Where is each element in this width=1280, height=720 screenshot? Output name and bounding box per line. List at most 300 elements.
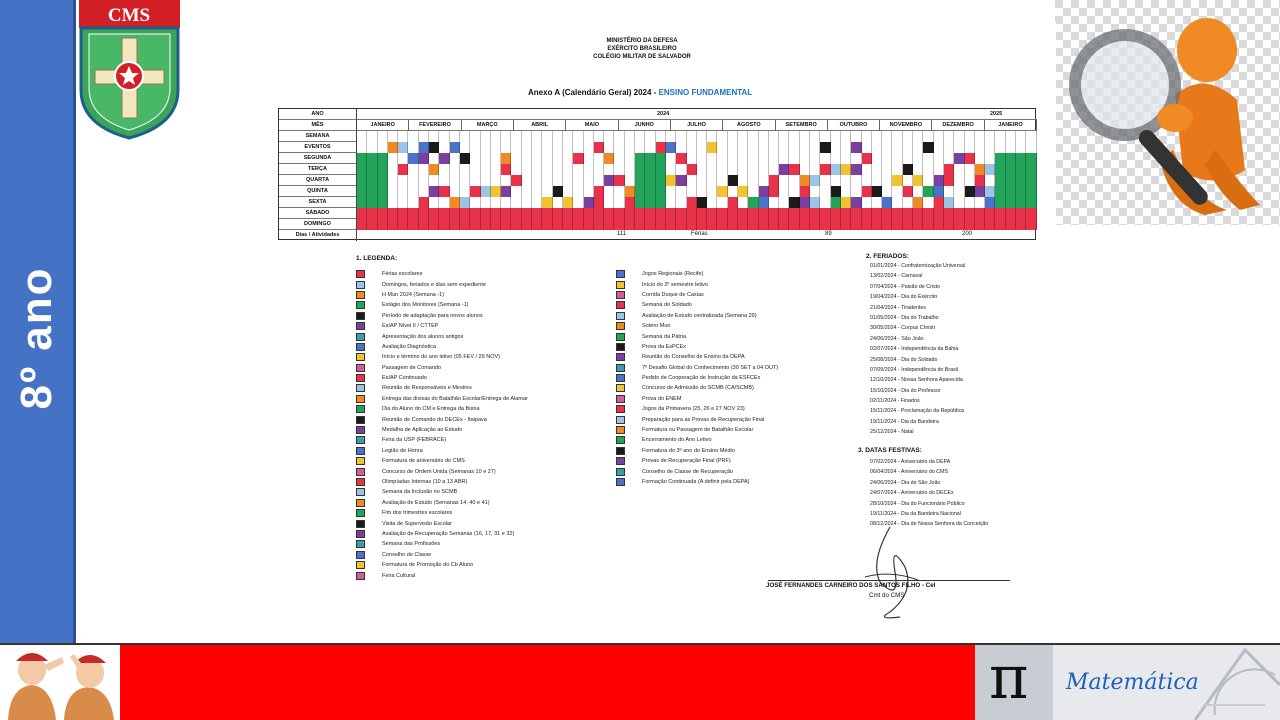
calendar-cell: [439, 186, 449, 197]
list-item-text: Reunião de Comando do DECEx - Itaipava: [382, 416, 487, 423]
list-item: [870, 273, 965, 283]
calendar-cell: [965, 142, 975, 153]
calendar-cell: [687, 131, 697, 142]
calendar-cell: [789, 153, 799, 164]
calendar-cell: [944, 175, 954, 186]
calendar-cell: [666, 142, 676, 153]
list-item: [616, 435, 778, 445]
calendar-cell: [882, 153, 892, 164]
calendar-cell: [965, 197, 975, 208]
list-item-text: 07/09/2024 - Independência do Brasil: [870, 366, 959, 373]
calendar-cell: [645, 131, 655, 142]
calendar-cell: [604, 208, 614, 219]
calendar-cell: [511, 219, 521, 230]
list-item: [870, 501, 988, 511]
legend-swatch-icon: [356, 561, 365, 569]
calendar-cell: [759, 208, 769, 219]
calendar-cell: [419, 186, 429, 197]
calendar-cell: [892, 175, 902, 186]
calendar-cell: [656, 131, 666, 142]
calendar-cell: [563, 153, 573, 164]
legend-list-right: [616, 269, 778, 487]
calendar-cell: [460, 164, 470, 175]
calendar-cell: [738, 142, 748, 153]
calendar-cell: [892, 142, 902, 153]
list-item: [356, 508, 528, 518]
list-item: [616, 311, 778, 321]
calendar-cell: [563, 164, 573, 175]
list-item: [356, 300, 528, 310]
list-item-text: 15/10/2024 - Dia do Professor: [870, 387, 941, 394]
calendar-cell: [975, 164, 985, 175]
signature-line: [768, 580, 1010, 581]
list-item-text: 07/04/2024 - Paixão de Cristo: [870, 283, 941, 290]
calendar-cell: [707, 142, 717, 153]
legend-swatch-icon: [356, 291, 365, 299]
legend-swatch-icon: [356, 468, 365, 476]
calendar-cell: [439, 164, 449, 175]
calendar-cell: [820, 153, 830, 164]
calendar-cell: [882, 186, 892, 197]
calendar-cell: [367, 197, 377, 208]
calendar-cell: [532, 219, 542, 230]
calendar-cell: [738, 186, 748, 197]
calendar-cell: [645, 197, 655, 208]
list-item: [616, 290, 778, 300]
calendar-cell: [934, 219, 944, 230]
row-label: Dias / Atividades: [279, 230, 357, 241]
list-item: [356, 435, 528, 445]
legend-swatch-icon: [356, 457, 365, 465]
calendar-cell: [687, 164, 697, 175]
calendar-cell: [666, 175, 676, 186]
month-label: JULHO: [671, 120, 723, 131]
calendar-cell: [1016, 186, 1026, 197]
calendar-cell: [481, 197, 491, 208]
calendar-cell: [862, 153, 872, 164]
list-item-text: Período de adaptação para novos alunos: [382, 312, 483, 319]
calendar-cell: [728, 142, 738, 153]
calendar-cell: [511, 197, 521, 208]
year-2024: 2024: [657, 111, 670, 117]
calendar-cell: [913, 153, 923, 164]
calendar-cell: [584, 208, 594, 219]
legend-swatch-icon: [356, 478, 365, 486]
calendar-cell: [532, 131, 542, 142]
calendar-cell: [697, 164, 707, 175]
calendar-cell: [923, 197, 933, 208]
festive-list: [870, 459, 988, 532]
calendar-cell: [491, 142, 501, 153]
calendar-cell: [841, 208, 851, 219]
list-item: [870, 408, 965, 418]
calendar-cell: [542, 131, 552, 142]
month-label: OUTUBRO: [828, 120, 880, 131]
calendar-cell: [789, 208, 799, 219]
calendar-cell: [1006, 153, 1016, 164]
list-item: [616, 414, 778, 424]
calendar-cell: [717, 175, 727, 186]
calendar-cell: [707, 186, 717, 197]
list-item-text: 19/11/2024 - Dia da Bandeira Nacional: [870, 510, 961, 517]
list-item-text: 24/06/2024 - Dia de São João: [870, 479, 941, 486]
calendar-cell: [408, 197, 418, 208]
legend-swatch-icon: [356, 540, 365, 548]
calendar-cell: [985, 219, 995, 230]
calendar-cell: [738, 175, 748, 186]
legend-swatch-icon: [616, 457, 625, 465]
calendar-cell: [779, 164, 789, 175]
row-label: TERÇA: [279, 164, 357, 175]
calendar-cell: [728, 164, 738, 175]
calendar-cell: [995, 219, 1005, 230]
calendar-cell: [841, 164, 851, 175]
calendar-cell: [501, 197, 511, 208]
list-item: [356, 363, 528, 373]
calendar-cell: [357, 208, 367, 219]
calendar-cell: [408, 208, 418, 219]
calendar-cell: [470, 197, 480, 208]
calendar-cell: [563, 131, 573, 142]
calendar-cell: [1026, 175, 1036, 186]
calendar-cell: [944, 197, 954, 208]
calendar-cell: [398, 219, 408, 230]
list-item: [870, 367, 965, 377]
calendar-month-row: [279, 120, 1037, 131]
calendar-cell: [542, 219, 552, 230]
calendar-cell: [656, 186, 666, 197]
tuesday-cells: [357, 164, 1037, 175]
list-item-text: Pedido de Cooperação de Instrução da ESFCEx: [642, 375, 761, 382]
calendar-cell: [501, 153, 511, 164]
calendar-cell: [954, 208, 964, 219]
calendar-cell: [594, 131, 604, 142]
list-item: [356, 352, 528, 362]
calendar-cell: [408, 175, 418, 186]
calendar-cell: [470, 153, 480, 164]
calendar-cell: [676, 131, 686, 142]
list-item: [616, 383, 778, 393]
calendar-cell: [656, 208, 666, 219]
calendar-cell: [388, 164, 398, 175]
calendar-cell: [378, 197, 388, 208]
list-item: [870, 398, 965, 408]
calendar-cell: [810, 208, 820, 219]
calendar-cell: [862, 164, 872, 175]
calendar-cell: [892, 219, 902, 230]
list-item-text: 24/06/2024 - São João: [870, 335, 924, 342]
calendar-cell: [419, 197, 429, 208]
calendar-cell: [985, 208, 995, 219]
doc-title-main: Anexo A (Calendário Geral) 2024 -: [528, 88, 659, 97]
calendar-cell: [481, 219, 491, 230]
month-label: NOVEMBRO: [880, 120, 932, 131]
calendar-cell: [460, 186, 470, 197]
year-2025: 2025: [990, 111, 1003, 117]
calendar-cell: [1016, 153, 1026, 164]
calendar-cell: [687, 208, 697, 219]
calendar-cell: [584, 131, 594, 142]
calendar-cell: [439, 208, 449, 219]
legend-swatch-icon: [616, 436, 625, 444]
calendar-cell: [841, 197, 851, 208]
calendar-cell: [965, 208, 975, 219]
calendar-cell: [1016, 219, 1026, 230]
list-item: [616, 300, 778, 310]
calendar-cell: [985, 142, 995, 153]
calendar-cell: [769, 153, 779, 164]
calendar-cell: [532, 153, 542, 164]
calendar-cell: [789, 131, 799, 142]
calendar-cell: [944, 186, 954, 197]
calendar-cell: [965, 175, 975, 186]
calendar-cell: [975, 219, 985, 230]
calendar-wednesday-row: [279, 175, 1037, 186]
calendar-cell: [728, 219, 738, 230]
calendar-cell: [831, 142, 841, 153]
calendar-cell: [563, 142, 573, 153]
calendar-cell: [1016, 142, 1026, 153]
calendar-cell: [748, 153, 758, 164]
calendar-cell: [800, 186, 810, 197]
calendar-cell: [923, 153, 933, 164]
list-item: [616, 446, 778, 456]
calendar-cell: [491, 186, 501, 197]
calendar-cell: [460, 142, 470, 153]
calendar-cell: [717, 153, 727, 164]
list-item: [356, 383, 528, 393]
calendar-cell: [398, 142, 408, 153]
calendar-cell: [717, 186, 727, 197]
calendar-cell: [491, 153, 501, 164]
calendar-cell: [697, 186, 707, 197]
calendar-cell: [944, 153, 954, 164]
calendar-cell: [470, 164, 480, 175]
calendar-cell: [378, 142, 388, 153]
sunday-cells: [357, 219, 1037, 230]
calendar-cell: [532, 175, 542, 186]
calendar-cell: [398, 175, 408, 186]
calendar-cell: [470, 219, 480, 230]
calendar-cell: [820, 208, 830, 219]
calendar-cell: [604, 219, 614, 230]
calendar-cell: [995, 186, 1005, 197]
calendar-cell: [491, 164, 501, 175]
calendar-cell: [841, 175, 851, 186]
calendar-cell: [625, 186, 635, 197]
legend-swatch-icon: [616, 405, 625, 413]
calendar-cell: [975, 208, 985, 219]
calendar-cell: [975, 142, 985, 153]
calendar-cell: [882, 131, 892, 142]
calendar-cell: [378, 219, 388, 230]
list-item: [356, 290, 528, 300]
calendar-cell: [470, 142, 480, 153]
calendar-cell: [450, 131, 460, 142]
calendar-cell: [542, 153, 552, 164]
calendar-cell: [789, 197, 799, 208]
calendar-cell: [831, 208, 841, 219]
calendar-cell: [1016, 164, 1026, 175]
calendar-cell: [934, 142, 944, 153]
calendar-cell: [748, 142, 758, 153]
calendar-cell: [862, 186, 872, 197]
list-item-text: Domingos, feriados e dias sem expediente: [382, 281, 486, 288]
list-item-text: 19/04/2024 - Dia do Exército: [870, 294, 938, 301]
calendar-cell: [995, 208, 1005, 219]
calendar-cell: [584, 186, 594, 197]
calendar-cell: [985, 131, 995, 142]
calendar-cell: [985, 186, 995, 197]
list-item-text: Avaliação de Estudo centralizada (Semana 29): [642, 312, 757, 319]
calendar-cell: [573, 197, 583, 208]
calendar-cell: [892, 131, 902, 142]
month-label: JANEIRO: [985, 120, 1037, 131]
calendar-cell: [995, 164, 1005, 175]
calendar-cell: [481, 131, 491, 142]
calendar-monday-row: [279, 153, 1037, 164]
calendar-cell: [563, 186, 573, 197]
legend-swatch-icon: [616, 281, 625, 289]
calendar-cell: [594, 197, 604, 208]
saluting-students-image: [0, 645, 120, 720]
calendar-cell: [923, 208, 933, 219]
calendar-cell: [408, 131, 418, 142]
calendar-cell: [707, 164, 717, 175]
calendar-cell: [995, 175, 1005, 186]
legend-swatch-icon: [356, 270, 365, 278]
calendar-cell: [820, 186, 830, 197]
list-item: [870, 305, 965, 315]
list-item-text: Concurso de Admissão do SCMB (CA/SCMB): [642, 385, 754, 392]
calendar-cell: [460, 131, 470, 142]
calendar-cell: [841, 142, 851, 153]
list-item-text: Apresentação dos alunos antigos: [382, 333, 464, 340]
week-cells: [357, 131, 1037, 142]
calendar-cell: [1026, 197, 1036, 208]
calendar-cell: [872, 131, 882, 142]
calendar-cell: [800, 164, 810, 175]
calendar-cell: [604, 186, 614, 197]
calendar-cell: [656, 142, 666, 153]
calendar-cell: [491, 219, 501, 230]
calendar-cell: [882, 197, 892, 208]
calendar-cell: [903, 208, 913, 219]
grade-title: 8º ano: [12, 266, 61, 410]
calendar-cell: [439, 197, 449, 208]
calendar-cell: [769, 131, 779, 142]
calendar-cell: [429, 131, 439, 142]
list-item: [356, 404, 528, 414]
calendar-cell: [645, 208, 655, 219]
list-item-text: Início do 2º semestre letivo: [642, 281, 708, 288]
calendar-cell: [388, 197, 398, 208]
calendar-cell: [717, 142, 727, 153]
calendar-cell: [800, 131, 810, 142]
list-item: [356, 456, 528, 466]
calendar-cell: [450, 208, 460, 219]
calendar-cell: [1026, 142, 1036, 153]
calendar-cell: [584, 197, 594, 208]
calendar-cell: [429, 186, 439, 197]
legend-swatch-icon: [616, 416, 625, 424]
legend-swatch-icon: [356, 530, 365, 538]
calendar-cell: [542, 186, 552, 197]
legend-swatch-icon: [616, 395, 625, 403]
calendar-friday-row: [279, 197, 1037, 208]
doc-header-school: COLÉGIO MILITAR DE SALVADOR: [593, 54, 691, 60]
calendar-cell: [439, 175, 449, 186]
calendar-cell: [1016, 208, 1026, 219]
calendar-cell: [419, 219, 429, 230]
total-first-semester: 111: [617, 231, 627, 237]
calendar-cell: [439, 131, 449, 142]
calendar-cell: [995, 197, 1005, 208]
calendar-cell: [573, 142, 583, 153]
calendar-cell: [532, 197, 542, 208]
legend-swatch-icon: [356, 343, 365, 351]
calendar-cell: [934, 186, 944, 197]
legend-swatch-icon: [356, 384, 365, 392]
calendar-cell: [975, 197, 985, 208]
calendar-cell: [481, 208, 491, 219]
calendar-cell: [388, 142, 398, 153]
calendar-cell: [501, 186, 511, 197]
calendar-cell: [408, 153, 418, 164]
calendar-cell: [625, 153, 635, 164]
calendar-cell: [501, 175, 511, 186]
calendar-cell: [903, 219, 913, 230]
calendar-cell: [841, 186, 851, 197]
row-label: EVENTOS: [279, 142, 357, 153]
calendar-cell: [378, 131, 388, 142]
list-item-text: 12/10/2024 - Nossa Senhora Aparecida: [870, 377, 963, 384]
calendar-cell: [831, 164, 841, 175]
calendar-cell: [635, 153, 645, 164]
calendar-cell: [666, 219, 676, 230]
calendar-cell: [738, 219, 748, 230]
calendar-cell: [398, 153, 408, 164]
list-item: [870, 294, 965, 304]
calendar-cell: [357, 131, 367, 142]
legend-swatch-icon: [356, 499, 365, 507]
calendar-cell: [511, 153, 521, 164]
row-label: QUARTA: [279, 175, 357, 186]
calendar-cell: [913, 131, 923, 142]
calendar-cell: [965, 153, 975, 164]
calendar-cell: [450, 164, 460, 175]
calendar-cell: [357, 219, 367, 230]
calendar-cell: [542, 208, 552, 219]
list-item: [356, 477, 528, 487]
calendar-cell: [501, 131, 511, 142]
calendar-cell: [656, 153, 666, 164]
calendar-cell: [388, 175, 398, 186]
calendar-cell: [645, 142, 655, 153]
list-item: [870, 346, 965, 356]
list-item-text: Reunião de Responsáveis e Mestres: [382, 385, 472, 392]
calendar-cell: [892, 164, 902, 175]
calendar-years: [357, 109, 1037, 120]
calendar-cell: [429, 164, 439, 175]
calendar-cell: [408, 164, 418, 175]
month-label: DEZEMBRO: [932, 120, 984, 131]
list-item-text: Feira da USP (FEBRACE): [382, 437, 447, 444]
list-item: [616, 363, 778, 373]
calendar-cell: [985, 175, 995, 186]
calendar-cell: [697, 219, 707, 230]
list-item-text: Dia do Aluno do CM e Entrega da Boina: [382, 406, 480, 413]
